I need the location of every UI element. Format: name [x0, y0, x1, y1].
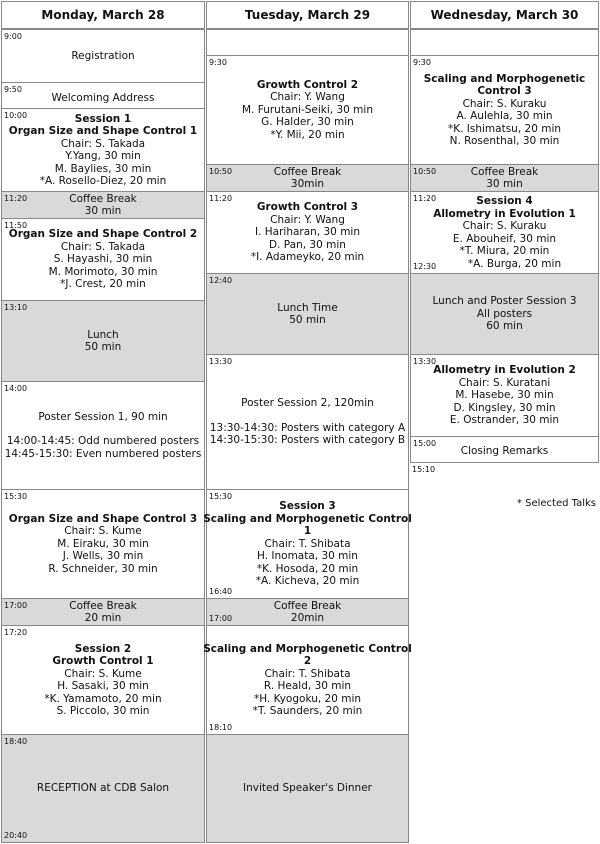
- talk: M. Furutani-Seiki, 30 min: [242, 103, 373, 116]
- session-title: Organ Size and Shape Control 2: [8, 228, 198, 241]
- talk: A. Aulehla, 30 min: [456, 110, 553, 122]
- talk: *Y. Mii, 20 min: [270, 128, 345, 141]
- talk: M. Eiraku, 30 min: [57, 537, 149, 550]
- talk: *A. Rosello-Diez, 20 min: [39, 175, 167, 187]
- slot-lunch: [206, 273, 409, 355]
- talk: N. Rosenthal, 30 min: [449, 135, 560, 147]
- chair: Chair: T. Shibata: [264, 537, 351, 550]
- slot-registration: [1, 29, 205, 83]
- selected-talks-note: * Selected Talks: [516, 498, 596, 509]
- time-label: 17:00: [209, 614, 233, 623]
- slot-poster-session-2: [206, 354, 409, 490]
- column-monday: [1, 0, 205, 844]
- slot-duration: 50 min: [289, 314, 326, 326]
- slot-empty: [206, 29, 409, 56]
- talk: *T. Saunders, 20 min: [252, 705, 363, 717]
- column-wednesday: [410, 0, 599, 844]
- slot-reception: [1, 734, 205, 843]
- time-label: 9:00: [4, 32, 22, 41]
- session-title: Allometry in Evolution 2: [433, 364, 576, 377]
- time-label: 13:10: [4, 303, 28, 312]
- slot-welcome: [1, 82, 205, 109]
- talk: *K. Hosoda, 20 min: [256, 562, 359, 575]
- session-title-part: 1: [303, 525, 312, 538]
- slot-duration: 30 min: [486, 178, 523, 190]
- slot-coffee-break: [1, 191, 205, 219]
- time-label: 11:20: [209, 194, 233, 203]
- chair: Chair: S. Kuraku: [462, 97, 547, 110]
- talk: J. Wells, 30 min: [62, 550, 144, 563]
- session-title-part: 2: [303, 655, 312, 667]
- slot-coffee-break: [410, 164, 599, 192]
- slot-title: Lunch: [87, 328, 119, 341]
- slot-poster-session-1: [1, 381, 205, 490]
- talk: M. Morimoto, 30 min: [48, 265, 158, 278]
- slot-session-4: [410, 191, 599, 274]
- session-title: Scaling and Morphogenetic: [423, 72, 586, 85]
- talk: *A. Burga, 20 min: [467, 257, 562, 270]
- time-label: 17:20: [4, 628, 28, 637]
- chair: Chair: S. Takada: [60, 240, 146, 253]
- time-label: 9:50: [4, 85, 22, 94]
- slot-duration: 30 min: [84, 205, 122, 217]
- end-time-label: 20:40: [4, 831, 28, 840]
- poster-schedule: 13:30-14:30: Posters with category A: [209, 421, 406, 434]
- talk: *K. Yamamoto, 20 min: [44, 692, 162, 705]
- slot-growth-control-2: [206, 55, 409, 165]
- session-title: Organ Size and Shape Control 1: [8, 125, 198, 137]
- slot-title: Lunch and Poster Session 3: [432, 295, 577, 308]
- talk: *K. Ishimatsu, 20 min: [447, 122, 562, 135]
- session-title: Scaling and Morphogenetic Control: [203, 642, 412, 655]
- talk: R. Heald, 30 min: [263, 680, 352, 692]
- talk: M. Hasebe, 30 min: [455, 389, 554, 402]
- time-label: 10:50: [209, 167, 233, 176]
- slot-title: Registration: [71, 49, 135, 62]
- slot-title: Coffee Break: [69, 599, 137, 612]
- slot-title: Coffee Break: [273, 165, 342, 178]
- slot-scaling-control-2: [203, 625, 412, 735]
- session-title: Organ Size and Shape Control 3: [8, 512, 198, 525]
- time-label: 15:30: [209, 492, 233, 501]
- time-label: 15:10: [412, 465, 436, 474]
- slot-title: Welcoming Address: [51, 92, 155, 105]
- slot-session-1: [1, 108, 205, 192]
- chair: Chair: S. Takada: [60, 137, 146, 150]
- session-title: Growth Control 2: [256, 78, 359, 91]
- time-label: 10:50: [413, 167, 437, 176]
- session-number: Session 3: [279, 500, 336, 513]
- time-label: 12:40: [209, 276, 233, 285]
- chair: Chair: S. Kume: [64, 525, 142, 538]
- column-tuesday: [203, 0, 412, 844]
- day-header-monday: Monday, March 28: [1, 1, 205, 29]
- slot-session-3: [203, 489, 412, 599]
- time-label: 17:00: [4, 601, 28, 610]
- talk: M. Baylies, 30 min: [54, 162, 152, 175]
- time-label: 11:20: [4, 194, 28, 203]
- time-label: 18:40: [4, 737, 28, 746]
- talk: S. Hayashi, 30 min: [53, 253, 153, 266]
- time-label: 9:30: [413, 58, 431, 67]
- slot-session-3: [1, 489, 205, 599]
- slot-session-growth-1: [1, 625, 205, 735]
- talk: R. Schneider, 30 min: [48, 562, 158, 575]
- slot-coffee-break: [1, 598, 205, 626]
- slot-speaker-dinner: [206, 734, 409, 843]
- session-title-part: Control 3: [477, 85, 532, 97]
- slot-allometry-2: [410, 354, 599, 437]
- time-label: 15:00: [413, 439, 437, 448]
- slot-duration: 50 min: [84, 341, 122, 353]
- session-number: Session 4: [476, 195, 533, 207]
- time-label: 13:30: [413, 357, 437, 366]
- time-label: 9:30: [209, 58, 227, 67]
- talk: *J. Crest, 20 min: [60, 278, 146, 291]
- slot-coffee-break: [206, 164, 409, 192]
- slot-title: Poster Session 2, 120min: [241, 397, 374, 410]
- slot-scaling-control-3: [410, 55, 599, 165]
- slot-title: RECEPTION at CDB Salon: [36, 782, 170, 795]
- chair: Chair: S. Kuratani: [458, 376, 551, 389]
- time-label: 11:20: [413, 194, 437, 203]
- slot-subtitle: All posters: [476, 307, 533, 320]
- chair: Chair: S. Kuraku: [462, 220, 547, 232]
- slot-end: [410, 462, 599, 482]
- talk: *I. Adameyko, 20 min: [250, 251, 365, 264]
- chair: Chair: Y. Wang: [270, 213, 345, 226]
- slot-title: Coffee Break: [69, 192, 137, 205]
- time-label: 10:00: [4, 111, 28, 120]
- day-header-wednesday: Wednesday, March 30: [410, 1, 599, 29]
- slot-duration: 20min: [290, 612, 325, 624]
- session-number: Session 1: [74, 112, 132, 125]
- session-number: Session 2: [74, 642, 132, 655]
- talk: *T. Miura, 20 min: [459, 245, 550, 257]
- time-label: 13:30: [209, 357, 233, 366]
- talk: *H. Kyogoku, 20 min: [253, 692, 362, 705]
- slot-growth-control-3: [206, 191, 409, 274]
- talk: D. Pan, 30 min: [269, 238, 346, 251]
- slot-lunch-poster-session-3: [410, 273, 599, 355]
- slot-title: Lunch Time: [277, 301, 338, 314]
- slot-duration: 60 min: [486, 320, 523, 333]
- talk: S. Piccolo, 30 min: [56, 705, 150, 717]
- slot-lunch: [1, 300, 205, 382]
- talk: D. Kingsley, 30 min: [453, 401, 556, 414]
- chair: Chair: S. Kume: [64, 667, 142, 680]
- slot-coffee-break: [206, 598, 409, 626]
- poster-schedule: 14:00-14:45: Odd numbered posters: [6, 435, 200, 448]
- talk: I. Hariharan, 30 min: [254, 226, 360, 239]
- slot-title: Coffee Break: [470, 165, 539, 178]
- slot-title: Invited Speaker's Dinner: [243, 782, 372, 795]
- slot-title: Poster Session 1, 90 min: [38, 410, 168, 423]
- slot-duration: 30min: [290, 178, 325, 190]
- talk: E. Ostrander, 30 min: [449, 414, 560, 427]
- time-label: 14:00: [4, 384, 28, 393]
- poster-schedule: 14:30-15:30: Posters with category B: [209, 434, 406, 447]
- session-title: Allometry in Evolution 1: [433, 207, 576, 220]
- slot-title: Coffee Break: [273, 599, 342, 612]
- talk: H. Inomata, 30 min: [257, 550, 358, 563]
- talk: E. Abouheif, 30 min: [452, 232, 557, 245]
- slot-duration: 20 min: [84, 612, 122, 624]
- talk: H. Sasaki, 30 min: [57, 680, 149, 692]
- session-title: Growth Control 1: [52, 655, 154, 667]
- talk: *A. Kicheva, 20 min: [255, 575, 360, 588]
- day-header-tuesday: Tuesday, March 29: [206, 1, 409, 29]
- slot-session-2: [1, 218, 205, 301]
- talk: G. Halder, 30 min: [261, 116, 354, 129]
- time-label: 15:30: [4, 492, 28, 501]
- slot-empty: [410, 29, 599, 56]
- session-title: Scaling and Morphogenetic Control: [203, 512, 412, 525]
- poster-schedule: 14:45-15:30: Even numbered posters: [4, 447, 202, 460]
- session-title: Growth Control 3: [256, 201, 359, 214]
- end-time-label: 12:30: [413, 262, 437, 271]
- time-label: 11:50: [4, 221, 28, 230]
- chair: Chair: Y. Wang: [270, 91, 345, 104]
- slot-closing-remarks: [410, 436, 599, 463]
- talk: Y.Yang, 30 min: [65, 150, 141, 162]
- end-time-label: 16:40: [209, 587, 233, 596]
- end-time-label: 18:10: [209, 723, 233, 732]
- slot-title: Closing Remarks: [460, 445, 549, 458]
- chair: Chair: T. Shibata: [264, 667, 351, 680]
